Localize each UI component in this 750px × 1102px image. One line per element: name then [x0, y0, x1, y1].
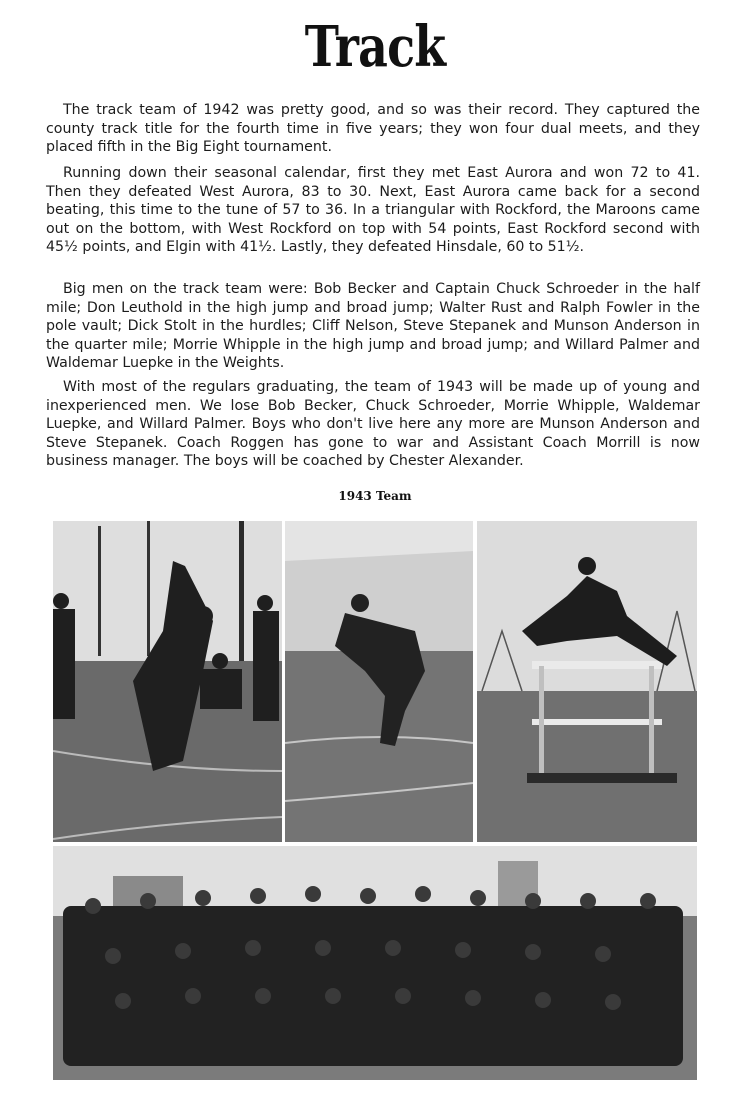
paragraph-outlook — [46, 378, 700, 471]
discus-photo — [285, 521, 473, 842]
paragraph-big-men — [46, 280, 700, 373]
page-title: Track — [304, 14, 446, 80]
paragraph-text: The track team of 1942 was pretty good, and so was their record. They captured the county track title for the fourth time in five years; they won four dual meets, and they placed fifth in the Big Eight tournament. — [46, 102, 700, 156]
hurdle-photo — [477, 521, 697, 842]
photo-caption: 1943 Team — [338, 489, 412, 503]
paragraph-text: Big men on the track team were: Bob Becker and Captain Chuck Schroeder in the half mile; Don Leuthold in the high jump and broad jump; Walter Rust and Ralph Fowler in the pole vault; Dick Stolt in the hurdles; Cliff Nelson, Steve Stepanek and Munson Anderson in the quarter mile; Morrie Whipple in the high jump and broad jump; and Willard Palmer and Waldemar Luepke in the Weights. — [46, 281, 700, 372]
paragraph-text: Running down their seasonal calendar, first they met East Aurora and won 72 to 41. Then they defeated West Aurora, 83 to 30. Next, East Aurora came back for a second beating, this time to the tune of 57 to 36. In a triangular with Rockford, the Maroons came out on the bottom, with West Rockford on top with 54 points, East Rockford second with 45½ points, and Elgin with 41½. Lastly, they defeated Hinsdale, 60 to 51½. — [46, 165, 700, 256]
shot-put-photo — [53, 521, 282, 842]
team-photo — [53, 846, 697, 1080]
paragraph-text: With most of the regulars graduating, the team of 1943 will be made up of young and inexperienced men. We lose Bob Becker, Chuck Schroeder, Morrie Whipple, Waldemar Luepke, and Willard Palmer. Boys who don't live here any more are Munson Anderson and Steve Stepanek. Coach Roggen has gone to war and Assistant Coach Morrill is now business manager. The boys will be coached by Chester Alexander. — [46, 379, 700, 470]
paragraph-season — [46, 164, 700, 257]
paragraph-intro — [46, 101, 700, 157]
